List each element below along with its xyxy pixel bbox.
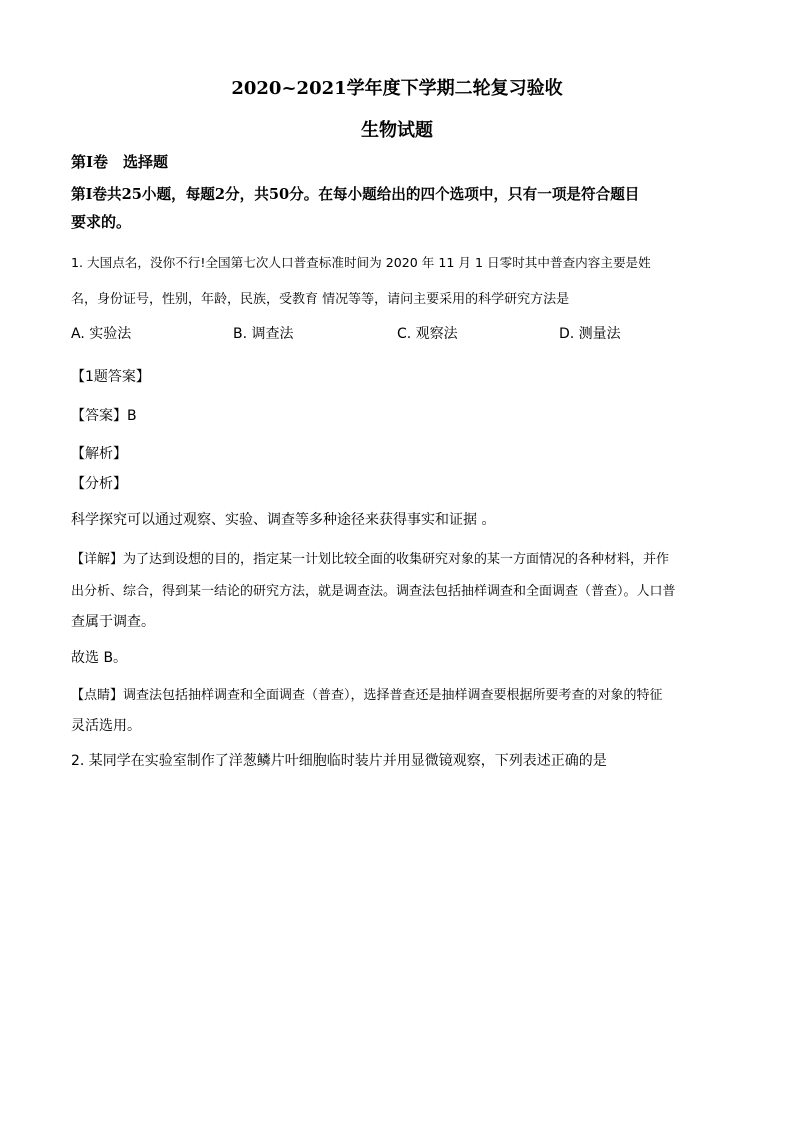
q1-detail-line1: 【详解】为了达到设想的目的，指定某一计划比较全面的收集研究对象的某一方面情况的各种材料，并作 [71,552,670,567]
q1-option-a: A. 实验法 [71,326,132,342]
exam-title: 2020~2021学年度下学期二轮复习验收 [231,78,563,99]
q1-stem-line1: 1. 大国点名，没你不行!全国第七次人口普查标准时间为 2020 年 11 月 1 日零时其中普查内容主要是姓 [71,255,651,270]
q1-option-b: B. 调查法 [233,326,294,342]
section-instructions-line1: 第Ⅰ卷共25小题，每题2分，共50分。在每小题给出的四个选项中，只有一项是符合题目 [71,186,640,203]
section-instructions-line2: 要求的。 [71,213,132,231]
q1-comment-line1: 【点睛】调查法包括抽样调查和全面调查（普查），选择普查还是抽样调查要根据所要考查的对象的特征 [71,688,663,703]
section-heading: 第Ⅰ卷 选择题 [71,153,169,171]
q1-answer-tag: 【1题答案】 [71,369,150,385]
q1-answer: 【答案】B [71,408,137,424]
q1-conclusion: 故选 B。 [71,650,128,666]
q1-option-c: C. 观察法 [397,326,458,342]
q1-analysis-sub: 【分析】 [71,476,127,492]
q1-detail-line2: 出分析、综合，得到某一结论的研究方法，就是调查法。调查法包括抽样调查和全面调查（普查）。人口普 [71,584,676,599]
q1-analysis-text: 科学探究可以通过观察、实验、调查等多种途径来获得事实和证据 。 [71,512,496,528]
q1-comment-line2: 灵活选用。 [71,718,141,734]
q2-stem: 2. 某同学在实验室制作了洋葱鳞片叶细胞临时装片并用显微镜观察，下列表述正确的是 [71,753,607,769]
exam-subtitle: 生物试题 [361,120,433,141]
q1-option-d: D. 测量法 [559,326,621,342]
q1-detail-line3: 查属于调查。 [71,614,155,630]
q1-analysis-heading: 【解析】 [71,446,127,462]
q1-stem-line2: 名，身份证号，性别，年龄，民族，受教育 情况等等，请问主要采用的科学研究方法是 [71,292,570,307]
